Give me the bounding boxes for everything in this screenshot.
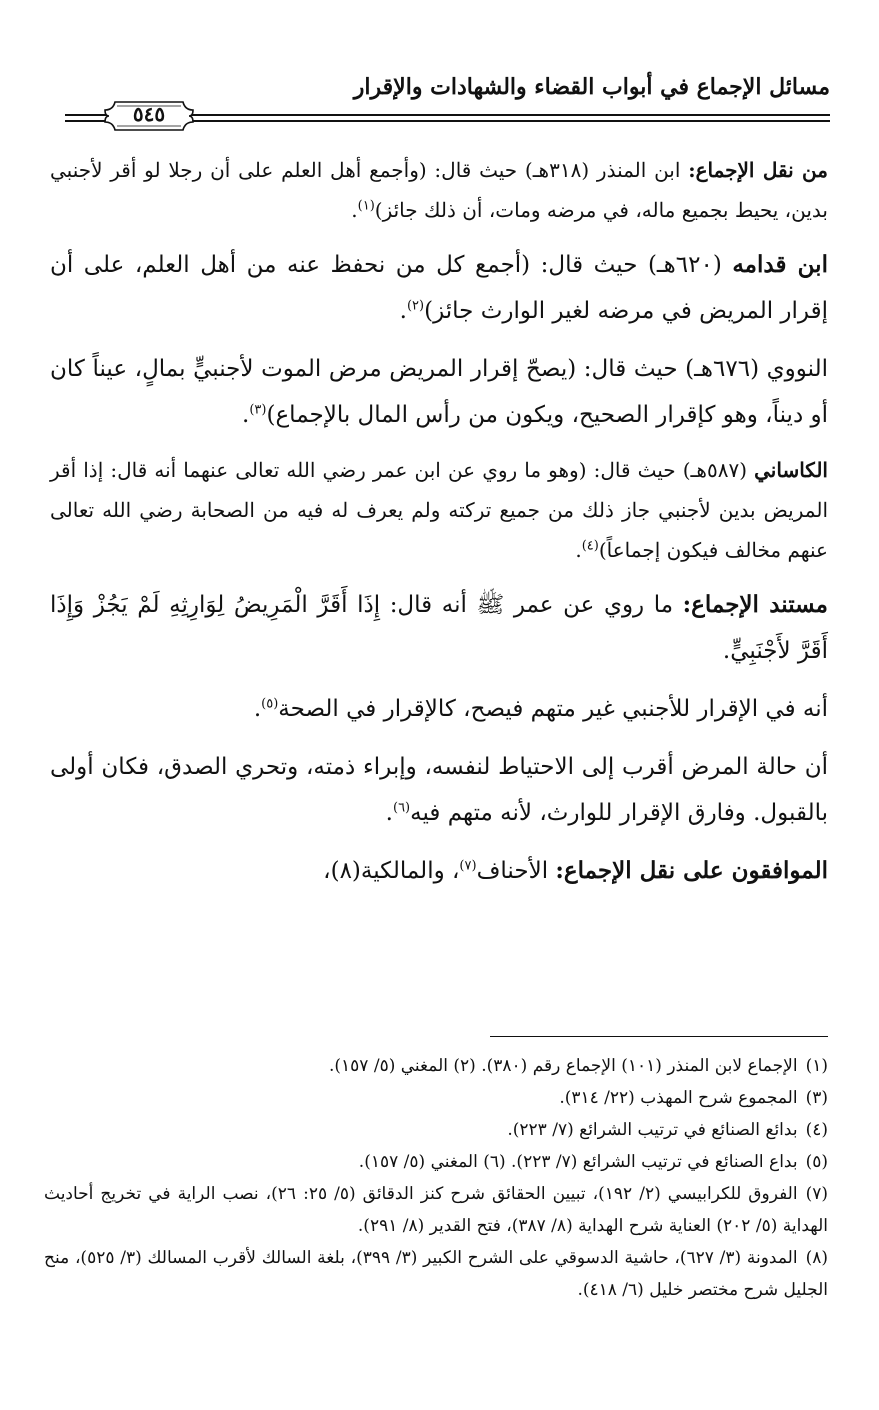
footnote-ref[interactable]: (٥) — [261, 696, 279, 712]
paragraph-lead: الموافقون على نقل الإجماع: — [555, 857, 828, 884]
paragraph-tail: . — [399, 298, 407, 324]
footnote-text: المجموع شرح المهذب (٢٢/ ٣١٤). — [559, 1088, 798, 1108]
paragraph-ibn-almundhir — [50, 150, 828, 230]
footnote-number: (١) — [805, 1056, 828, 1076]
paragraph-tail: . — [575, 538, 582, 562]
paragraph-text: (٦٢٠هـ) حيث قال: (أجمع كل من نحفظ عنه من أهل العلم، على أن إقرار المريض في مرضه لغير الوارث جائز) — [50, 252, 828, 324]
paragraph-tail: . — [242, 402, 250, 428]
paragraph-text: ابن المنذر (٣١٨هـ) حيث قال: (وأجمع أهل العلم على أن رجلا لو أقر لأجنبي بدين، يحيط بجميع ماله، في مرضه ومات، أن ذلك جائز) — [50, 158, 828, 222]
paragraph-agreeing-schools — [50, 848, 828, 894]
footnote-text: بدائع الصنائع في ترتيب الشرائع (٧/ ٢٢٣). — [507, 1120, 798, 1140]
footnote-item — [44, 1114, 828, 1146]
paragraph-text: ما روي عن عمر ﷺ أنه قال: إِذَا أَقَرَّ الْمَرِيضُ لِوَارِثِهِ لَمْ يَجُزْ وَإِذَا أَقَرَّ لأَجْنَبِيٍّ. — [50, 592, 828, 664]
footnote-number: (٥) — [805, 1152, 828, 1172]
footnote-text: المدونة (٣/ ٦٢٧)، حاشية الدسوقي على الشرح الكبير (٣/ ٣٩٩)، بلغة السالك لأقرب المسالك (٣/ ٥٢٥)، منح الجليل شرح مختصر خليل (٦/ ٤١٨). — [44, 1248, 828, 1300]
main-text — [50, 150, 828, 906]
footnote-number: (٣) — [805, 1088, 828, 1108]
footnote-ref[interactable]: (١) — [357, 198, 375, 214]
paragraph-lead: ابن قدامه — [732, 251, 828, 278]
paragraph-lead: الكاساني — [754, 458, 828, 482]
running-title: مسائل الإجماع في أبواب القضاء والشهادات والإقرار — [353, 74, 830, 100]
footnote-item — [44, 1146, 828, 1178]
paragraph-tail: ، والمالكية(٨)، — [323, 858, 460, 884]
paragraph-text: النووي (٦٧٦هـ) حيث قال: (يصحّ إقرار المريض مرض الموت لأجنبيٍّ بمالٍ، عيناً كان أو ديناً، وهو كإقرار الصحيح، ويكون من رأس المال بالإجماع) — [50, 356, 828, 428]
footnote-ref[interactable]: (٦) — [392, 800, 411, 816]
footnote-text: الفروق للكرابيسي (٢/ ١٩٢)، تبيين الحقائق شرح كنز الدقائق (٥/ ٢٥: ٢٦)، نصب الراية في تخريج أحاديث الهداية (٥/ ٢٠٢) العناية شرح الهداية (٨/ ٣٨٧)، فتح القدير (٨/ ٢٩١). — [44, 1184, 828, 1236]
footnote-item — [44, 1242, 828, 1306]
paragraph-text: أن حالة المرض أقرب إلى الاحتياط لنفسه، وإبراء ذمته، وتحري الصدق، فكان أولى بالقبول. وفارق الإقرار للوارث، لأنه متهم فيه — [50, 754, 828, 826]
paragraph-kasani — [50, 450, 828, 570]
footnote-ref[interactable]: (٧) — [459, 858, 477, 874]
paragraph-reason-2 — [50, 744, 828, 836]
page-number: ٥٤٥ — [132, 102, 166, 126]
footnote-text: الإجماع لابن المنذر (١٠١) الإجماع رقم (٣٨٠). (٢) المغني (٥/ ١٥٧). — [328, 1056, 798, 1076]
footnote-ref[interactable]: (٢) — [406, 298, 425, 314]
paragraph-tail: . — [385, 800, 393, 826]
footnote-item — [44, 1082, 828, 1114]
paragraph-tail: . — [253, 696, 262, 722]
footnote-number: (٨) — [805, 1248, 828, 1268]
footnote-text: بداع الصنائع في ترتيب الشرائع (٧/ ٢٢٣). (٦) المغني (٥/ ١٥٧). — [358, 1152, 798, 1172]
footnote-item — [44, 1050, 828, 1082]
footnote-divider — [490, 1036, 828, 1037]
footnote-number: (٧) — [805, 1184, 828, 1204]
footnotes — [44, 1050, 828, 1306]
paragraph-lead: مستند الإجماع: — [682, 591, 828, 618]
paragraph-nawawi — [50, 346, 828, 438]
footnote-number: (٤) — [805, 1120, 828, 1140]
paragraph-reason-1 — [50, 686, 828, 732]
paragraph-text: الأحناف — [476, 858, 556, 884]
paragraph-lead: من نقل الإجماع: — [688, 158, 828, 182]
paragraph-text: (٥٨٧هـ) حيث قال: (وهو ما روي عن ابن عمر رضي الله تعالى عنهما أنه قال: إذا أقر المريض بدين لأجنبي جاز ذلك من جميع تركته ولم يعرف له فيه من الصحابة رضي الله تعالى عنهم مخالف فيكون إجماعاً) — [50, 458, 828, 562]
paragraph-evidence — [50, 582, 828, 674]
page-number-badge — [103, 96, 195, 136]
footnote-ref[interactable]: (٣) — [249, 402, 267, 418]
paragraph-ibn-qudama — [50, 242, 828, 334]
paragraph-text: أنه في الإقرار للأجنبي غير متهم فيصح، كالإقرار في الصحة — [278, 696, 828, 722]
footnote-ref[interactable]: (٤) — [581, 538, 599, 554]
page-header — [55, 74, 830, 130]
paragraph-tail: . — [351, 198, 358, 222]
footnote-item — [44, 1178, 828, 1242]
